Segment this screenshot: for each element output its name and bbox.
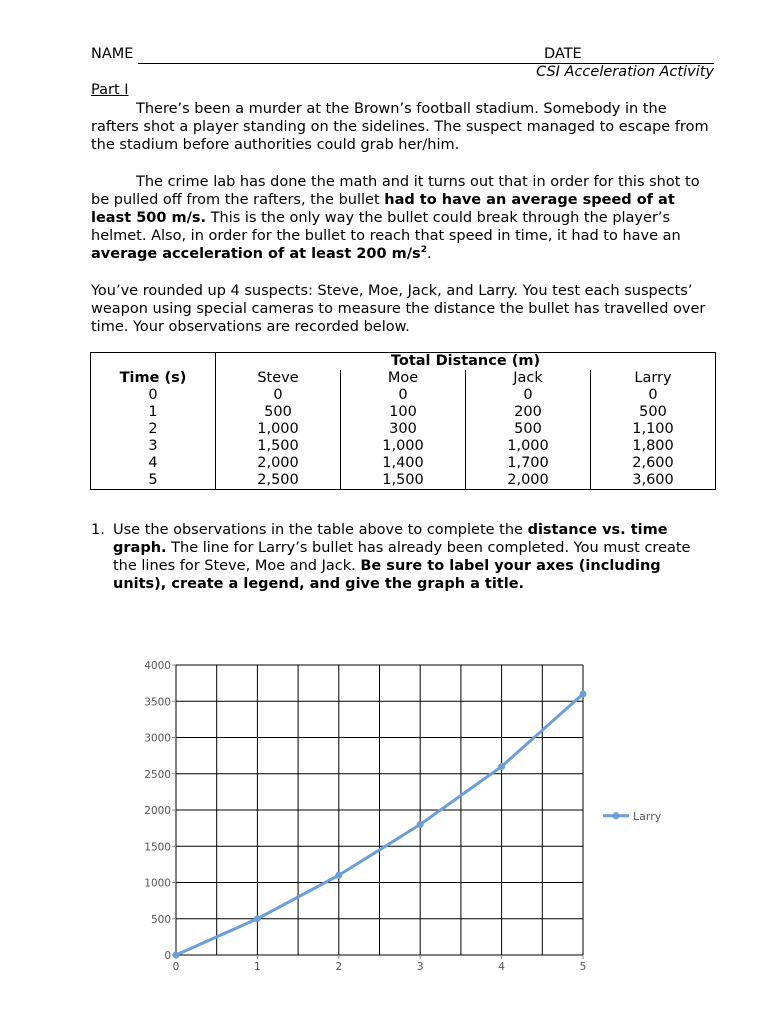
table-row <box>91 438 716 455</box>
time-header: Time (s) <box>91 370 216 387</box>
part-label: Part I <box>91 82 129 98</box>
distance-cell: 1,400 <box>341 455 466 472</box>
p2-accel-text: average acceleration of at least 200 m/s <box>91 246 421 262</box>
table-row <box>91 421 716 438</box>
data-point <box>417 821 424 828</box>
distance-cell: 100 <box>341 404 466 421</box>
distance-cell: 1,000 <box>341 438 466 455</box>
distance-cell: 1,500 <box>341 472 466 490</box>
q-bold-graph: distance vs. time graph. <box>113 522 668 556</box>
x-tick-label: 2 <box>335 961 343 973</box>
p2-text-e: . <box>426 246 432 262</box>
x-tick-label: 1 <box>254 961 261 973</box>
distance-cell: 1,100 <box>591 421 716 438</box>
distance-cell: 1,000 <box>216 421 341 438</box>
p2-exponent: 2 <box>420 245 427 256</box>
time-cell: 1 <box>91 404 216 421</box>
y-tick-label: 0 <box>164 950 171 962</box>
distance-cell: 500 <box>591 404 716 421</box>
distance-cell: 2,600 <box>591 455 716 472</box>
p2-bold-speed: had to have an average speed of at least 500 m/s. <box>91 192 675 226</box>
x-tick-label: 5 <box>579 961 587 973</box>
y-tick-label: 4000 <box>144 660 171 672</box>
group-header: Total Distance (m) <box>216 353 716 371</box>
distance-time-chart <box>130 650 690 980</box>
time-cell: 5 <box>91 472 216 490</box>
data-point <box>335 872 342 879</box>
distance-cell: 200 <box>466 404 591 421</box>
legend-label: Larry <box>633 809 662 823</box>
intro-paragraph-2 <box>91 173 715 263</box>
data-point <box>173 952 180 959</box>
date-label: DATE <box>544 46 582 62</box>
suspect-header: Moe <box>341 370 466 387</box>
data-point <box>580 691 587 698</box>
q-text-1: Use the observations in the table above to complete the <box>113 522 528 538</box>
y-tick-label: 2000 <box>144 805 171 817</box>
suspect-header: Larry <box>591 370 716 387</box>
data-point <box>254 915 261 922</box>
distance-cell: 0 <box>466 387 591 404</box>
legend-marker <box>613 812 620 819</box>
table-header-row-2 <box>91 370 716 387</box>
distance-cell: 500 <box>216 404 341 421</box>
observations-table <box>90 352 716 490</box>
y-tick-label: 2500 <box>144 768 171 781</box>
table-header-row-1 <box>91 353 716 371</box>
distance-cell: 0 <box>591 387 716 404</box>
table-row <box>91 472 716 490</box>
data-point <box>498 763 505 770</box>
distance-cell: 2,000 <box>466 472 591 490</box>
activity-title: CSI Acceleration Activity <box>536 64 714 80</box>
intro-paragraph-3: You’ve rounded up 4 suspects: Steve, Moe, Jack, and Larry. You test each suspects’ weapon using special cameras to measure the distance the bullet has travelled over time. Your observations are recorded below. <box>91 283 706 335</box>
table-row <box>91 387 716 404</box>
x-tick-label: 3 <box>416 961 424 973</box>
y-tick-label: 500 <box>150 913 171 926</box>
distance-cell: 2,000 <box>216 455 341 472</box>
y-tick-label: 3000 <box>144 732 171 745</box>
distance-cell: 300 <box>341 421 466 438</box>
table-row <box>91 404 716 421</box>
distance-cell: 3,600 <box>591 472 716 490</box>
distance-cell: 0 <box>216 387 341 404</box>
time-cell: 0 <box>91 387 216 404</box>
question-text <box>113 521 715 593</box>
x-tick-label: 0 <box>172 961 180 973</box>
distance-cell: 1,800 <box>591 438 716 455</box>
distance-cell: 1,500 <box>216 438 341 455</box>
name-label: NAME <box>91 46 134 62</box>
header <box>91 46 715 66</box>
p2-text-a: The crime lab has done the math and it turns out that in order for this shot to be pulled off from the rafters, the bullet <box>91 174 700 208</box>
question-1 <box>91 521 715 593</box>
q-bold-instructions: Be sure to label your axes (including units), create a legend, and give the graph a title. <box>113 558 661 592</box>
time-cell: 3 <box>91 438 216 455</box>
p2-bold-accel <box>91 246 427 262</box>
suspect-header: Steve <box>216 370 341 387</box>
distance-cell: 1,000 <box>466 438 591 455</box>
time-cell: 2 <box>91 421 216 438</box>
p2-text-c: This is the only way the bullet could break through the player’s helmet. Also, in order for the bullet to reach that speed in time, it had to have an <box>91 210 681 244</box>
q-text-3: The line for Larry’s bullet has already been completed. You must create the lines for Steve, Moe and Jack. <box>113 540 691 574</box>
distance-cell: 1,700 <box>466 455 591 472</box>
x-tick-label: 4 <box>498 961 505 973</box>
table-row <box>91 455 716 472</box>
table-corner-cell <box>91 353 216 371</box>
y-tick-label: 3500 <box>144 696 171 709</box>
distance-cell: 500 <box>466 421 591 438</box>
distance-cell: 2,500 <box>216 472 341 490</box>
question-number: 1. <box>91 522 105 538</box>
y-tick-label: 1500 <box>144 841 171 854</box>
suspect-header: Jack <box>466 370 591 387</box>
intro-paragraph-1: There’s been a murder at the Brown’s football stadium. Somebody in the rafters shot a player standing on the sidelines. The suspect managed to escape from the stadium before authorities could grab her/him. <box>91 101 709 153</box>
time-cell: 4 <box>91 455 216 472</box>
distance-cell: 0 <box>341 387 466 404</box>
y-tick-label: 1000 <box>144 877 171 890</box>
